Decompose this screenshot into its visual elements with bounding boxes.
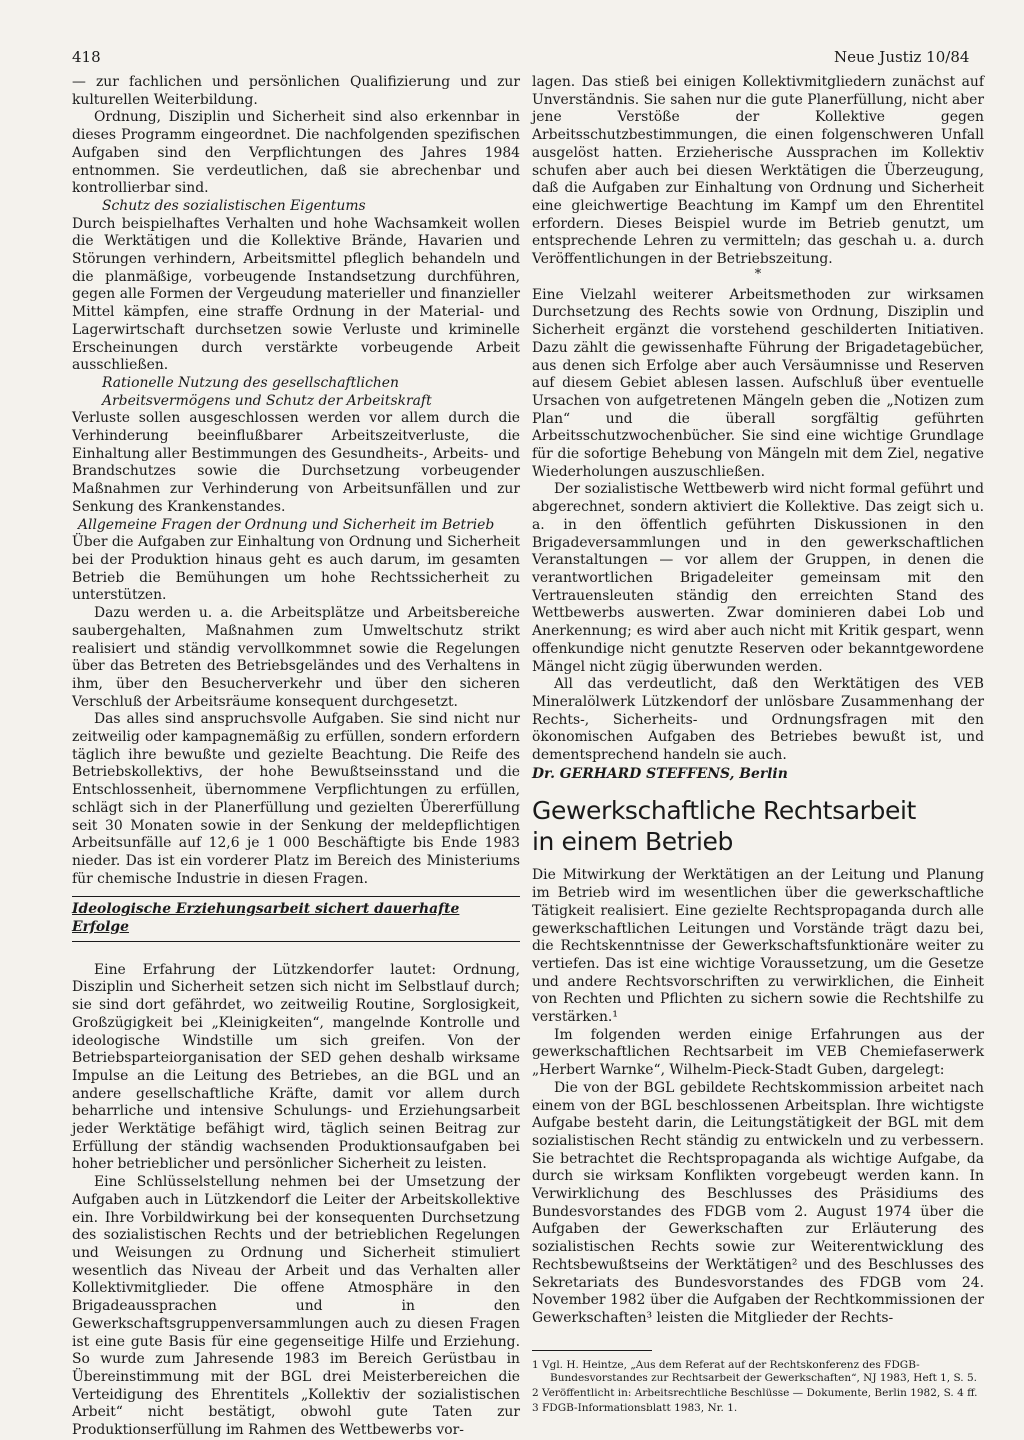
paragraph: Das alles sind anspruchsvolle Aufgaben. Sie sind nicht nur zeitweilig oder kampagnemäßig zu erfüllen, sondern erfordern täglich ihre bewußte und gezielte Beachtung. Die Reife des Betriebskollektivs, der hohe Bewußtseinsstand und die Entschlossenheit, übernommene Verpflichtungen zu erfüllen, schlägt sich in der Planerfüllung und gezielten Übererfüllung seit 30 Monaten sowie in der Senkung der meldepflichtigen Arbeitsunfälle auf 12,6 je 1 000 Beschäftigte bis Ende 1983 nieder. Das ist ein vorderer Platz im Bereich des Ministeriums für chemische Industrie in diesen Fragen. [72, 711, 520, 887]
left-column [72, 74, 520, 1440]
right-column [532, 74, 984, 1417]
section-heading: Schutz des sozialistischen Eigentums [102, 197, 366, 214]
paragraph: All das verdeutlicht, daß den Werktätigen des VEB Mineralölwerk Lützkendorf der unlösbare Zusammenhang der Rechts-, Sicherheits- und Ordnungsfragen mit den ökonomischen Aufgaben des Betriebes bewußt ist, und dementsprechend handeln sie auch. [532, 676, 984, 764]
page-number: 418 [72, 48, 101, 66]
footnote: 1 Vgl. H. Heintze, „Aus dem Referat auf der Rechtskonferenz des FDGB-Bundesvorstandes zur Rechtsarbeit der Gewerkschaften“, NJ 1983, Heft 1, S. 5. [532, 1358, 977, 1384]
paragraph: Über die Aufgaben zur Einhaltung von Ordnung und Sicherheit bei der Produktion hinaus geht es auch darum, im gesamten Betrieb die Bemühungen um hohe Rechtssicherheit zu unterstützen. [72, 534, 520, 604]
author-signature: Dr. GERHARD STEFFENS, Berlin [532, 765, 788, 782]
section-heading: Allgemeine Fragen der Ordnung und Sicherheit im Betrieb [78, 516, 495, 533]
footnote: 3 FDGB-Informationsblatt 1983, Nr. 1. [532, 1401, 738, 1414]
paragraph: Ordnung, Disziplin und Sicherheit sind also erkennbar in dieses Programm eingeordnet. Die nachfolgenden spezifischen Aufgaben sind den Verpflichtungen des Jahres 1984 entnommen. Sie verdeutlichen, daß sie abrechenbar und kontrollierbar sind. [72, 109, 520, 197]
paragraph: Im folgenden werden einige Erfahrungen aus der gewerkschaftlichen Rechtsarbeit im VEB Chemiefaserwerk „Herbert Warnke“, Wilhelm-Pieck-Stadt Guben, dargelegt: [532, 1026, 984, 1079]
paragraph: lagen. Das stieß bei einigen Kollektivmitgliedern zunächst auf Unverständnis. Sie sahen nur die gute Planerfüllung, nicht aber jene Verstöße der Kollektive gegen Arbeitsschutzbestimmungen, die einen folgenschweren Unfall ausgelöst hatten. Erzieherische Aussprachen im Kollektiv schufen aber auch bei diesen Werktätigen die Überzeugung, daß die Aufgaben zur Einhaltung von Ordnung und Sicherheit eine gleichwertige Beachtung im Kampf um den Ehrentitel erfordern. Dieses Beispiel wurde im Betrieb genutzt, um entsprechende Lehren zu vermitteln; das geschah u. a. durch Veröffentlichungen in der Betriebszeitung. [532, 74, 984, 268]
paragraph: Eine Erfahrung der Lützkendorfer lautet: Ordnung, Disziplin und Sicherheit setzen sich nicht im Selbstlauf durch; sie sind dort gefährdet, wo zeitweilig Routine, Sorglosigkeit, Großzügigkeit bei „Kleinigkeiten“, mangelnde Kontrolle und ideologische Windstille um sich greifen. Von der Betriebsparteiorganisation der SED gehen deshalb wirksame Impulse an die Leitung des Betriebes, an die BGL und an andere gesellschaftliche Kräfte, damit vor allem durch beharrliche und intensive Schulungs- und Erziehungsarbeit jeder Werktätige befähigt wird, täglich seinen Beitrag zur Erfüllung der ständig wachsenden Produktionsaufgaben bei hoher betrieblicher und persönlicher Sicherheit zu leisten. [72, 961, 520, 1173]
boxed-section-heading: Ideologische Erziehungsarbeit sichert dauerhafte Erfolge [72, 896, 520, 941]
paragraph: Eine Schlüsselstellung nehmen bei der Umsetzung der Aufgaben auch in Lützkendorf die Leiter der Arbeitskollektive ein. Ihre Vorbildwirkung bei der konsequenten Durchsetzung des sozialistischen Rechts und der betrieblichen Regelungen und Weisungen zu Ordnung und Sicherheit stimuliert wesentlich das Niveau der Arbeit und das Verhalten aller Kollektivmitglieder. Die offene Atmosphäre in den Brigadeaussprachen und in den Gewerkschaftsgruppenversammlungen auch zu diesen Fragen ist eine gute Basis für eine gegenseitige Hilfe und Erziehung. So wurde zum Jahresende 1983 im Bereich Gerüstbau in Übereinstimmung mit der BGL drei Meisterbereichen die Verteidigung des Ehrentitels „Kollektiv der sozialistischen Arbeit“ nicht bestätigt, obwohl gute Taten zur Produktionserfüllung im Rahmen des Wettbewerbs vor- [72, 1174, 520, 1439]
footnote-divider [532, 1350, 652, 1351]
footnote: 2 Veröffentlicht in: Arbeitsrechtliche Beschlüsse — Dokumente, Berlin 1982, S. 4 ff. [532, 1386, 978, 1399]
paragraph: Der sozialistische Wettbewerb wird nicht formal geführt und abgerechnet, sondern aktiviert die Kollektive. Das zeigt sich u. a. in den öffentlich geführten Diskussionen in den Brigadeversammlungen und in den gewerkschaftlichen Veranstaltungen — vor allem der Gruppen, in denen die verantwortlichen Brigadeleiter gemeinsam mit den Vertrauensleuten ständig den erreichten Stand des Wettbewerbs auswerten. Zwar dominieren dabei Lob und Anerkennung; es wird aber auch nicht mit Kritik gespart, wenn offenkundige nicht genutzte Reserven oder bekanntgewordene Mängel nicht zügig überwunden werden. [532, 481, 984, 675]
paragraph: Die Mitwirkung der Werktätigen an der Leitung und Planung im Betrieb wird im wesentlichen über die gewerkschaftliche Tätigkeit realisiert. Eine gezielte Rechtspropaganda durch alle gewerkschaftlichen Leitungen und Vorstände trägt dazu bei, die Rechtskenntnisse der Gewerkschaftsfunktionäre weiter zu vertiefen. Das ist eine wichtige Voraussetzung, um die Gesetze und andere Rechtsvorschriften zu verwirklichen, die Einheit von Rechten und Pflichten zu sichern sowie die Rechtshilfe zu verstärken.¹ [532, 867, 984, 1026]
section-separator: * [754, 266, 762, 282]
section-heading: Rationelle Nutzung des gesellschaftlichen [102, 374, 399, 391]
journal-issue: Neue Justiz 10/84 [834, 48, 970, 66]
article-title [532, 795, 984, 857]
article-title-line: in einem Betrieb [532, 827, 733, 857]
paragraph: Verluste sollen ausgeschlossen werden vor allem durch die Verhinderung beeinflußbarer Arbeitszeitverluste, die Einhaltung aller Bestimmungen des Gesundheits-, Arbeits- und Brandschutzes sowie die Durchsetzung vorbeugender Maßnahmen zur Verhinderung von Arbeitsunfällen und zur Senkung des Krankenstandes. [72, 410, 520, 515]
paragraph: Durch beispielhaftes Verhalten und hohe Wachsamkeit wollen die Werktätigen und die Kollektive Brände, Havarien und Störungen verhindern, Arbeitsmittel pfleglich behandeln und die planmäßige, vorbeugende Instandsetzung durchführen, gegen alle Formen der Vergeudung materieller und finanzieller Mittel kämpfen, eine straffe Ordnung in der Material- und Lagerwirtschaft durchsetzen sowie Verluste und kriminelle Erscheinungen durch verstärkte vorbeugende Arbeit ausschließen. [72, 215, 520, 374]
paragraph: Dazu werden u. a. die Arbeitsplätze und Arbeitsbereiche saubergehalten, Maßnahmen zum Umweltschutz strikt realisiert und ständig vervollkommnet sowie die Regelungen über das Betreten des Betriebsgeländes und des Verhaltens in ihm, über den Besucherverkehr und über den sicheren Verschluß der Arbeitsräume konsequent durchgesetzt. [72, 605, 520, 710]
article-title-line: Gewerkschaftliche Rechtsarbeit [532, 796, 916, 826]
paragraph: Die von der BGL gebildete Rechtskommission arbeitet nach einem von der BGL beschlossenen Arbeitsplan. Ihre wichtigste Aufgabe besteht darin, die Leitungstätigkeit der BGL mit dem sozialistischen Recht ständig zu entwickeln und zu verbessern. Sie betrachtet die Rechtspropaganda als wichtige Aufgabe, da durch sie wirksam Konflikten vorgebeugt werden kann. In Verwirklichung des Beschlusses des Präsidiums des Bundesvorstandes des FDGB vom 2. August 1974 über die Aufgaben der Gewerkschaften zur Erläuterung des sozialistischen Rechts sowie zur Weiterentwicklung des Rechtsbewußtseins der Werktätigen² und des Beschlusses des Sekretariats des Bundesvorstandes des FDGB vom 24. November 1982 über die Aufgaben der Rechtkommissionen der Gewerkschaften³ leisten die Mitglieder der Rechts- [532, 1079, 984, 1326]
paragraph: — zur fachlichen und persönlichen Qualifizierung und zur kulturellen Weiterbildung. [72, 74, 520, 108]
paragraph: Eine Vielzahl weiterer Arbeitsmethoden zur wirksamen Durchsetzung des Rechts sowie von Ordnung, Disziplin und Sicherheit ergänzt die vorstehend geschilderten Initiativen. Dazu zählt die gewissenhafte Führung der Brigadetagebücher, aus denen sich Erfolge aber auch Versäumnisse und Reserven auf diesem Gebiet ablesen lassen. Aufschluß über eventuelle Ursachen von aufgetretenen Mängeln geben die „Notizen zum Plan“ und die überall sorgfältig geführten Arbeitsschutzwochenbücher. Sie sind eine wichtige Grundlage für die sofortige Behebung von Mängeln mit dem Ziel, negative Wiederholungen auszuschließen. [532, 286, 984, 480]
section-heading: Arbeitsvermögens und Schutz der Arbeitskraft [102, 392, 432, 409]
